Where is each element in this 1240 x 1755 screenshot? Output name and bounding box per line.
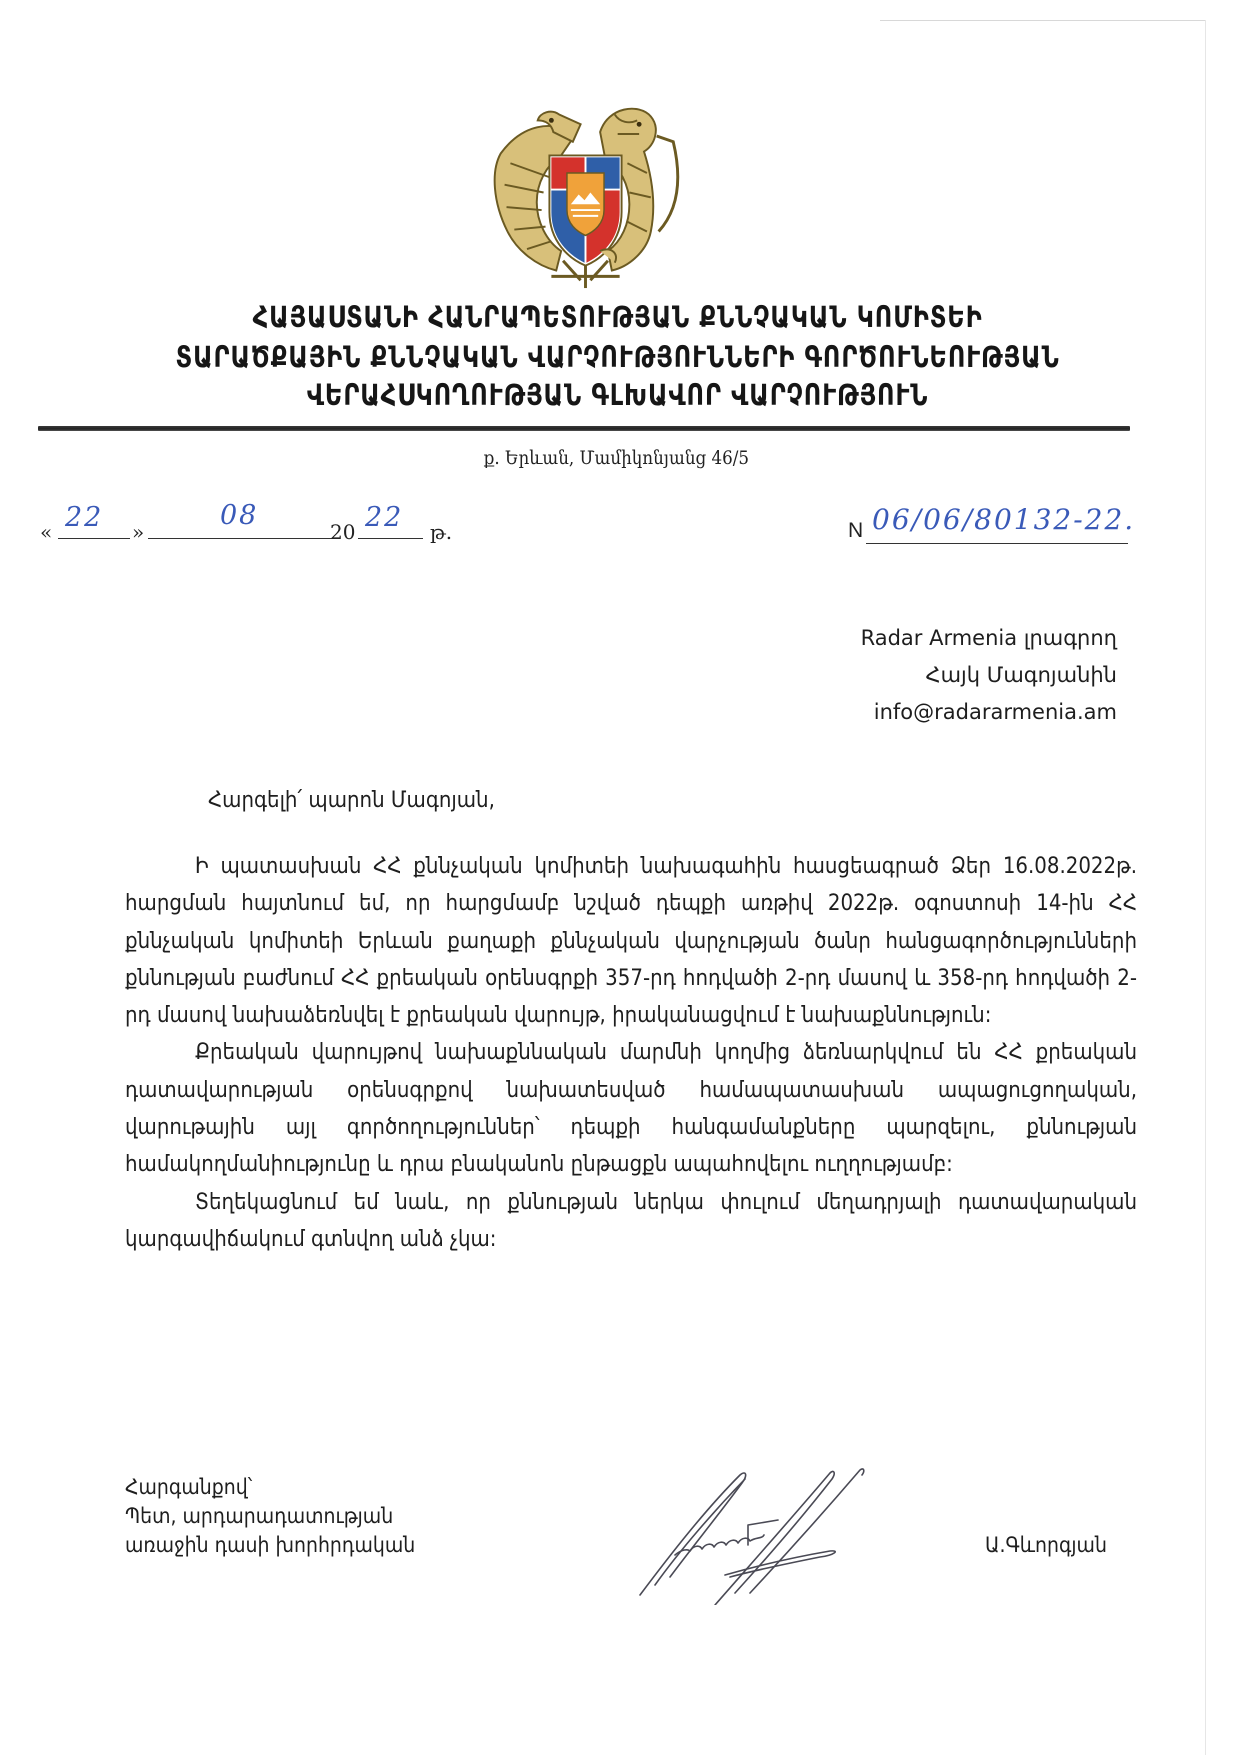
date-open-quote: « — [40, 520, 53, 544]
recipient-block — [861, 620, 1117, 731]
coat-of-arms-emblem — [483, 95, 688, 290]
letterhead-address: ք. Երևան, Մամիկոնյանց 46/5 — [483, 447, 750, 469]
reference-label: N — [848, 519, 864, 542]
signer-name: Ա.Գևորգյան — [985, 1533, 1107, 1557]
date-close-quote: » — [132, 520, 145, 544]
reference-number-handwritten: 06/06/80132-22. — [872, 503, 1136, 536]
scan-edge-right — [1205, 20, 1206, 1755]
date-century-prefix: 20 — [330, 520, 356, 544]
letterhead-divider — [38, 426, 1130, 431]
letterhead-title-line-1: ՀԱՅԱՍՏԱՆԻ ՀԱՆՐԱՊԵՏՈՒԹՅԱՆ ՔՆՆՉԱԿԱՆ ԿՈՄԻՏԵԻ — [252, 300, 983, 334]
closing-regards: Հարգանքով՝ — [125, 1475, 253, 1499]
letterhead-title-line-3: ՎԵՐԱՀՍԿՈՂՈՒԹՅԱՆ ԳԼԽԱՎՈՐ ՎԱՐՉՈՒԹՅՈՒՆ — [306, 378, 929, 412]
body-paragraph-3: Տեղեկացնում եմ նաև, որ քննության ներկա փուլում մեղադրյալի դատավարական կարգավիճակում գտնվող անձ չկա: — [125, 1189, 1137, 1252]
salutation: Հարգելի՛ պարոն Մագոյան, — [208, 788, 495, 813]
body-paragraph-1: Ի պատասխան ՀՀ քննչական կոմիտեի նախագահին հասցեագրած Ձեր 16.08.2022թ. հարցման հայտնում եմ, որ հարցմամբ նշված դեպքի առթիվ 2022թ. օգոստոսի 14-ին ՀՀ քննչական կոմիտեի Երևան քաղաքի քննչական վարչության ծանր հանցագործությունների քննության բաժնում ՀՀ քրեական օրենսգրքի 357-րդ հոդվածի 2-րդ մասով և 358-րդ հոդվածի 2-րդ մասով նախաձեռնվել է քրեական վարույթ, իրականացվում է նախաքննություն: — [125, 854, 1137, 1029]
letterhead-title-line-2: ՏԱՐԱԾՔԱՅԻՆ ՔՆՆՉԱԿԱՆ ՎԱՐՉՈՒԹՅՈՒՆՆԵՐԻ ԳՈՐԾՈՒՆԵՈՒԹՅԱՆ — [175, 340, 1060, 374]
date-year-handwritten: 22 — [365, 502, 404, 533]
date-year-abbrev: թ. — [430, 520, 453, 544]
handwritten-signature-icon — [630, 1465, 900, 1605]
date-month-handwritten: 08 — [220, 500, 259, 531]
letter-body — [125, 848, 1137, 1258]
recipient-line-name: Հայկ Մագոյանին — [925, 663, 1117, 687]
body-paragraph-2: Քրեական վարույթով նախաքննական մարմնի կողմից ձեռնարկվում են ՀՀ քրեական դատավարության օրենսգրքով նախատեսված համապատասխան ապացուցողական, վարութային այլ գործողություններ՝ դեպքի հանգամանքները պարզելու, քննության համակողմանիությունը և դրա բնականոն ընթացքն ապահովելու ուղղությամբ: — [125, 1040, 1137, 1178]
reference-number — [848, 505, 1158, 545]
closing-block — [125, 1473, 415, 1560]
signer-position-line-1: Պետ, արդարադատության — [125, 1504, 394, 1528]
date-day-handwritten: 22 — [65, 502, 104, 533]
signer-position-line-2: առաջին դասի խորհրդական — [125, 1533, 416, 1557]
recipient-line-organization: Radar Armenia լրագրող — [860, 626, 1117, 650]
scan-edge-top — [880, 20, 1205, 21]
recipient-line-email: info@radararmenia.am — [873, 700, 1117, 724]
